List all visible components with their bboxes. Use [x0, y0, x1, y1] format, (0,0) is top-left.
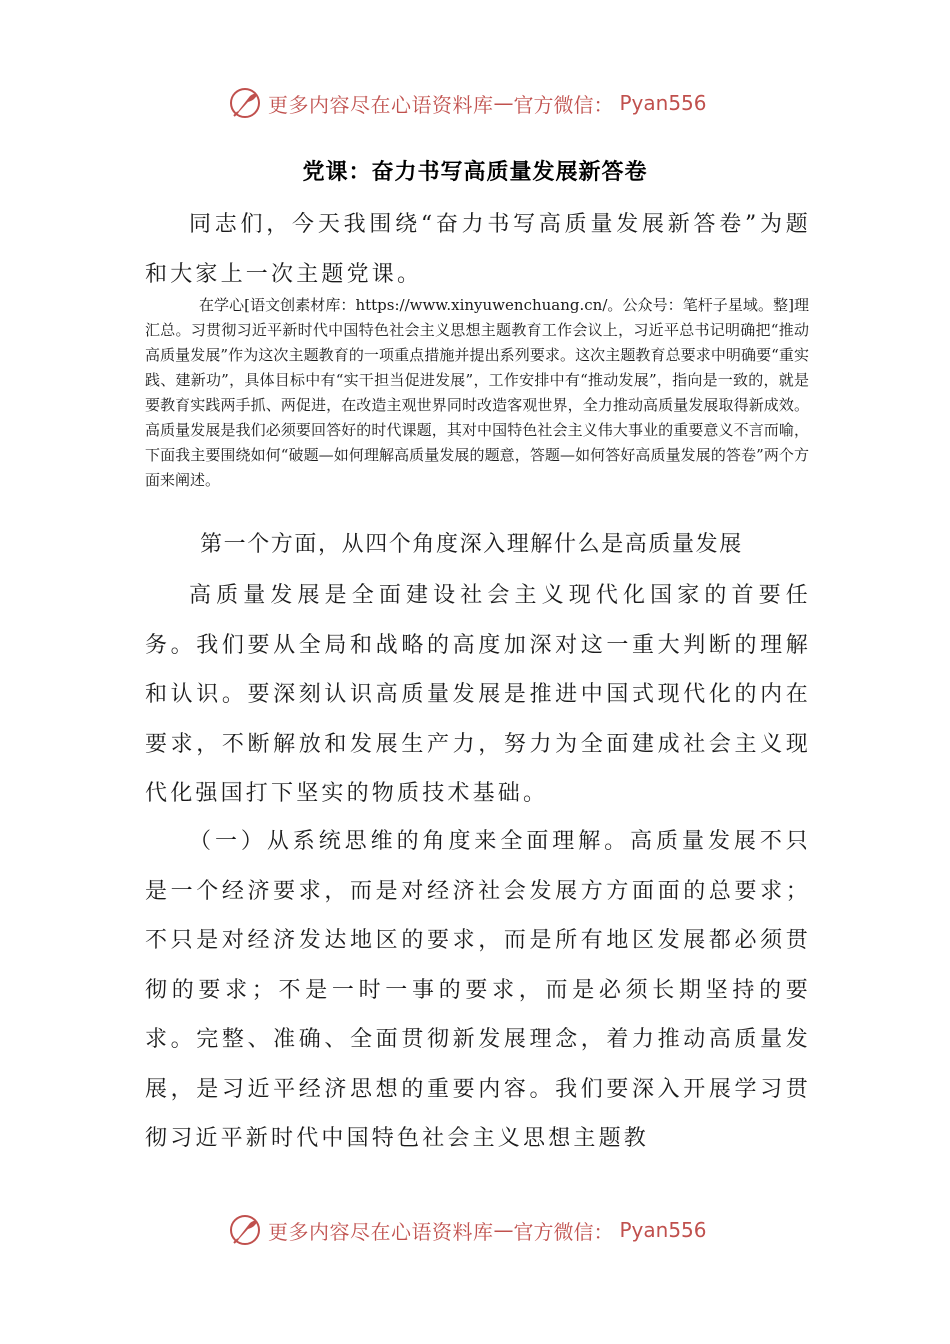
- quill-pen-logo-icon: [228, 1213, 262, 1247]
- banner-dash: —: [493, 91, 514, 115]
- banner-wechat-id: Pyan556: [619, 1218, 707, 1242]
- intro-text: 同志们，今天我围绕“奋力书写高质量发展新答卷”为题和大家上一次主题党课。: [145, 212, 811, 287]
- header-banner: [228, 83, 707, 123]
- subsection-paragraph-text: （一）从系统思维的角度来全面理解。高质量发展不只是一个经济要求，而是对经济社会发展方方面面的总要求；不只是对经济发达地区的要求，而是所有地区发展都必须贯彻的要求；不是一时一事的要求，而是必须长期坚持的要求。完整、准确、全面贯彻新发展理念，着力推动高质量发展，是习近平经济思想的重要内容。我们要深入开展学习贯彻习近平新时代中国特色社会主义思想主题教: [145, 829, 811, 1151]
- banner-wechat-label: 官方微信：: [513, 92, 614, 117]
- source-note-paragraph: [145, 293, 809, 493]
- section-heading-text: 第一个方面，从四个角度深入理解什么是高质量发展: [200, 532, 743, 557]
- subsection-paragraph: [145, 817, 811, 1164]
- main-paragraph: [145, 571, 811, 819]
- intro-paragraph: [145, 200, 811, 299]
- banner-dash: —: [493, 1218, 514, 1242]
- footer-banner: [228, 1210, 707, 1250]
- banner-brand-text: 更多内容尽在心语资料库: [268, 92, 494, 117]
- main-paragraph-text: 高质量发展是全面建设社会主义现代化国家的首要任务。我们要从全局和战略的高度加深对这一重大判断的理解和认识。要深刻认识高质量发展是推进中国式现代化的内在要求，不断解放和发展生产力，努力为全面建成社会主义现代化强国打下坚实的物质技术基础。: [145, 583, 811, 806]
- page-title: 党课：奋力书写高质量发展新答卷: [302, 159, 648, 185]
- banner-wechat-id: Pyan556: [619, 91, 707, 115]
- quill-pen-logo-icon: [228, 86, 262, 120]
- source-note-text: 在学心[语文创素材库：https://www.xinyuwenchuang.cn/。公众号：笔杆子星域。整]理汇总。习贯彻习近平新时代中国特色社会主义思想主题教育工作会议上，习近平总书记明确把“推动高质量发展”作为这次主题教育的一项重点措施并提出系列要求。这次主题教育总要求中明确要“重实践、建新功”，具体目标中有“实干担当促进发展”，工作安排中有“推动发展”，指向是一致的，就是要教育实践两手抓、两促进，在改造主观世界同时改造客观世界，全力推动高质量发展取得新成效。高质量发展是我们必须要回答好的时代课题，其对中国特色社会主义伟大事业的重要意义不言而喻，下面我主要围绕如何“破题—如何理解高质量发展的题意，答题—如何答好高质量发展的答卷”两个方面来阐述。: [145, 296, 809, 489]
- section-heading: [145, 520, 811, 570]
- banner-brand-text: 更多内容尽在心语资料库: [268, 1219, 494, 1244]
- banner-wechat-label: 官方微信：: [513, 1219, 614, 1244]
